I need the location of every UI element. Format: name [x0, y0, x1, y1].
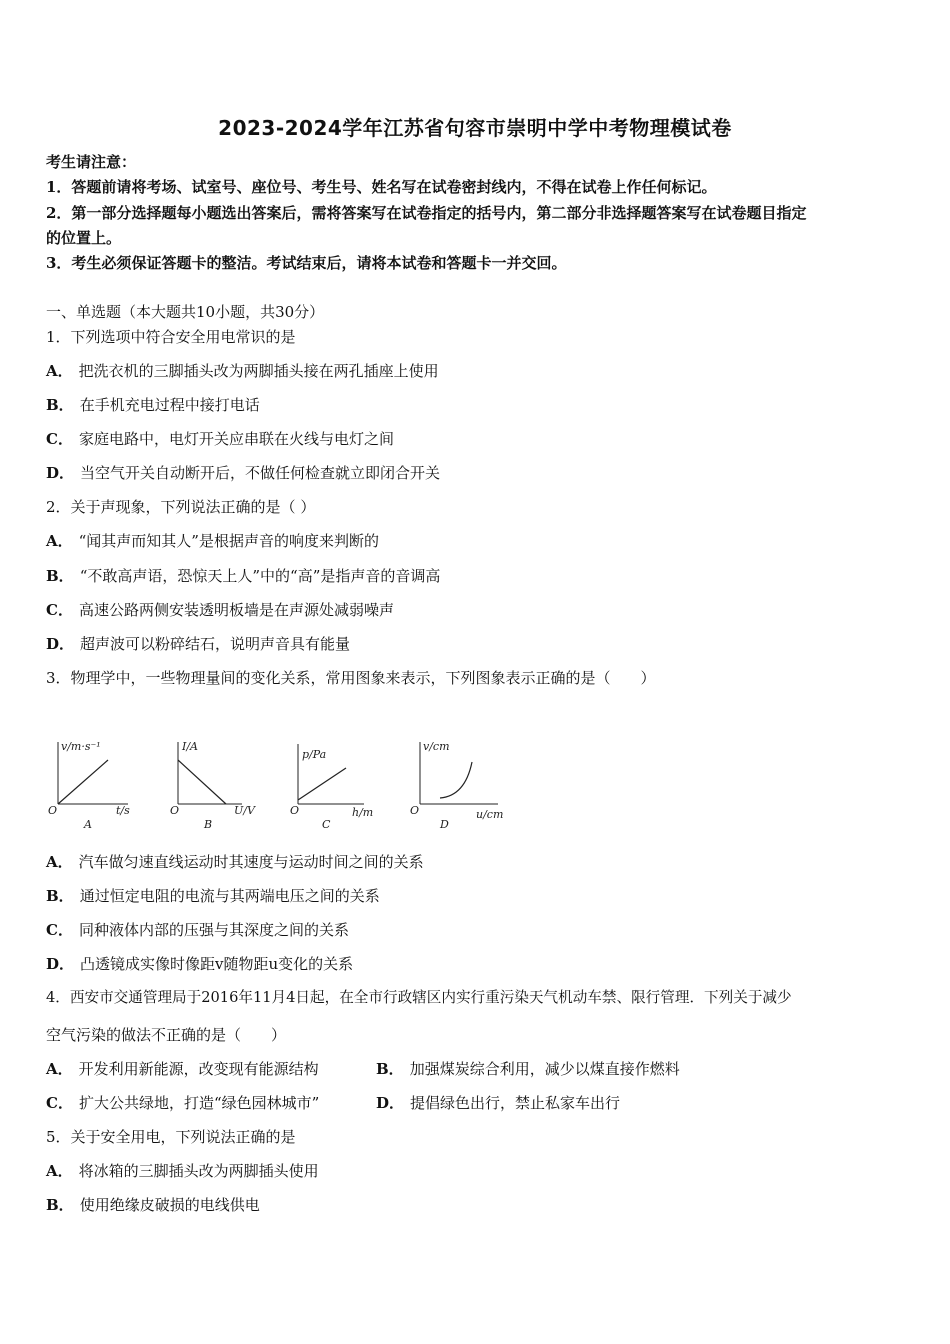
option-text: 通过恒定电阻的电流与其两端电压之间的关系	[79, 887, 380, 905]
option-label: A．	[46, 362, 73, 380]
graph-a	[46, 738, 146, 833]
q4-option-c	[46, 1093, 319, 1113]
graph-line	[178, 760, 226, 804]
caption: A	[84, 818, 92, 831]
option-label: C．	[46, 921, 73, 939]
origin-label: O	[170, 804, 180, 817]
option-label: A．	[46, 532, 73, 550]
option-text: 提倡绿色出行，禁止私家车出行	[410, 1094, 621, 1112]
graph-c-svg	[290, 738, 390, 833]
graph-c	[290, 738, 390, 833]
option-text: 超声波可以粉碎结石，说明声音具有能量	[80, 635, 351, 653]
q2-option-c	[46, 600, 394, 620]
option-text: 同种液体内部的压强与其深度之间的关系	[78, 921, 349, 939]
q3-option-a	[46, 852, 424, 872]
x-label: U/V	[234, 804, 255, 817]
q3-option-d	[46, 954, 353, 974]
q1-option-c	[46, 429, 394, 449]
option-label: C．	[46, 430, 73, 448]
q4-stem-line1: 4．西安市交通管理局于2016年11月4日起，在全市行政辖区内实行重污染天气机动车禁、限行管理．下列关于减少	[46, 989, 792, 1006]
y-label: I/A	[182, 740, 198, 753]
option-text: 高速公路两侧安装透明板墙是在声源处减弱噪声	[78, 601, 394, 619]
graph-d	[410, 738, 510, 833]
graph-b	[168, 738, 268, 833]
q4-option-b	[376, 1059, 680, 1079]
q3-figures	[46, 738, 516, 838]
option-text: 汽车做匀速直线运动时其速度与运动时间之间的关系	[78, 853, 424, 871]
option-text: 开发利用新能源，改变现有能源结构	[78, 1060, 319, 1078]
q3-option-c	[46, 920, 349, 940]
option-label: A．	[46, 853, 73, 871]
origin-label: O	[410, 804, 420, 817]
option-label: C．	[46, 1094, 73, 1112]
notice-item-3: 3．考生必须保证答题卡的整洁。考试结束后，请将本试卷和答题卡一并交回。	[46, 254, 567, 272]
caption: D	[440, 818, 449, 831]
x-label: t/s	[116, 804, 130, 817]
option-label: A．	[46, 1060, 73, 1078]
q5-option-a	[46, 1161, 319, 1181]
option-text: “闻其声而知其人”是根据声音的响度来判断的	[78, 532, 379, 550]
option-text: 加强煤炭综合利用，减少以煤直接作燃料	[409, 1060, 680, 1078]
option-text: 扩大公共绿地，打造“绿色园林城市”	[78, 1094, 320, 1112]
graph-b-svg	[168, 738, 268, 833]
option-text: “不敢高声语，恐惊天上人”中的“高”是指声音的音调高	[79, 567, 441, 585]
option-text: 凸透镜成实像时像距v随物距u变化的关系	[80, 955, 354, 973]
q2-option-b	[46, 566, 440, 586]
caption: C	[322, 818, 331, 831]
graph-line	[298, 768, 346, 800]
notice-item-1: 1．答题前请将考场、试室号、座位号、考生号、姓名写在试卷密封线内，不得在试卷上作任何标记。	[46, 178, 717, 196]
notice-item-2-cont: 的位置上。	[46, 229, 122, 247]
y-label: v/cm	[423, 740, 450, 753]
q2-option-a	[46, 531, 379, 551]
option-text: 家庭电路中，电灯开关应串联在火线与电灯之间	[78, 430, 394, 448]
y-label: p/Pa	[302, 748, 327, 761]
graph-a-svg	[46, 738, 146, 833]
caption: B	[204, 818, 213, 831]
page-title: 2023-2024学年江苏省句容市崇明中学中考物理模试卷	[218, 116, 732, 140]
option-label: B．	[376, 1060, 404, 1078]
option-text: 在手机充电过程中接打电话	[79, 396, 260, 414]
notice-heading: 考生请注意：	[46, 153, 137, 171]
option-text: 当空气开关自动断开后，不做任何检查就立即闭合开关	[80, 464, 441, 482]
option-label: B．	[46, 396, 74, 414]
q2-option-d	[46, 634, 350, 654]
graph-line	[58, 760, 108, 804]
q1-stem: 1．下列选项中符合安全用电常识的是	[46, 328, 296, 346]
option-label: A．	[46, 1162, 73, 1180]
option-text: 使用绝缘皮破损的电线供电	[79, 1196, 260, 1214]
q5-stem: 5．关于安全用电，下列说法正确的是	[46, 1128, 296, 1146]
option-label: C．	[46, 601, 73, 619]
q1-option-d	[46, 463, 440, 483]
section-heading: 一、单选题（本大题共10小题，共30分）	[46, 303, 325, 321]
notice-item-2: 2．第一部分选择题每小题选出答案后，需将答案写在试卷指定的括号内，第二部分非选择题答案写在试卷题目指定	[46, 204, 807, 222]
option-label: B．	[46, 887, 74, 905]
x-label: u/cm	[476, 808, 504, 821]
q4-stem-line2: 空气污染的做法不正确的是（ ）	[46, 1026, 287, 1044]
option-label: B．	[46, 1196, 74, 1214]
option-label: D．	[46, 464, 75, 482]
x-label: h/m	[352, 806, 374, 819]
q3-option-b	[46, 886, 380, 906]
y-label: v/m·s⁻¹	[61, 740, 101, 753]
q3-stem: 3．物理学中，一些物理量间的变化关系，常用图象来表示，下列图象表示正确的是（ ）	[46, 669, 656, 687]
q4-option-a	[46, 1059, 319, 1079]
origin-label: O	[290, 804, 300, 817]
q5-option-b	[46, 1195, 260, 1215]
q2-stem: 2．关于声现象，下列说法正确的是（ ）	[46, 498, 316, 516]
option-text: 把洗衣机的三脚插头改为两脚插头接在两孔插座上使用	[78, 362, 439, 380]
q1-option-a	[46, 361, 439, 381]
option-label: D．	[46, 955, 75, 973]
option-label: D．	[376, 1094, 405, 1112]
graph-d-svg	[410, 738, 510, 833]
graph-curve	[440, 762, 472, 798]
q4-option-d	[376, 1093, 620, 1113]
option-label: D．	[46, 635, 75, 653]
q1-option-b	[46, 395, 260, 415]
option-label: B．	[46, 567, 74, 585]
option-text: 将冰箱的三脚插头改为两脚插头使用	[78, 1162, 319, 1180]
origin-label: O	[48, 804, 58, 817]
